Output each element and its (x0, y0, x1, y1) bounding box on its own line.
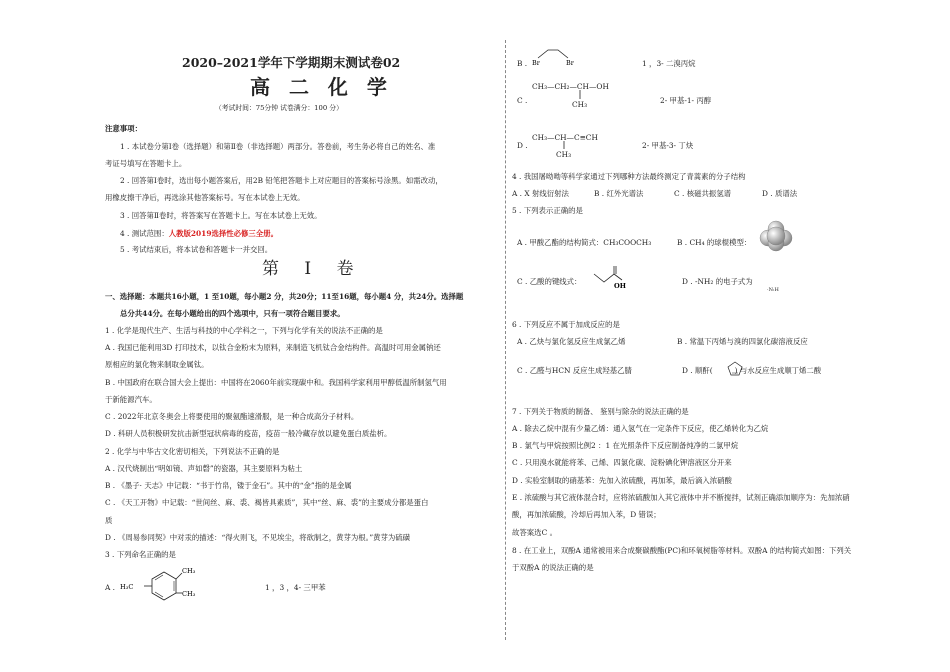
q5-option-c: C . 乙酸的键线式： (517, 277, 582, 286)
question-line: 2 . 化学与中华古文化密切相关，下列说法不正确的是 (105, 447, 280, 456)
note-line-3: 2 . 回答第Ⅰ卷时，选出每小题答案后，用2B 铅笔把答题卡上对应题目的答案标号涂黑。如需改动， (120, 176, 443, 185)
q3-option-a-label: A . (105, 583, 116, 592)
subject-title: 高 二 化 学 (250, 75, 393, 99)
note-line-4: 用橡皮擦干净后，再选涂其他答案标号。写在本试卷上无效。 (105, 193, 305, 202)
q6-option-c: C . 乙醛与HCN 反应生成羟基乙腈 (517, 366, 632, 375)
q7-stem: 7 . 下列关于物质的制备、 鉴别与除杂的说法正确的是 (512, 407, 689, 416)
q8-line: 8 . 在工业上，双酚A 通常被用来合成聚碳酸酯(PC)和环氧树脂等材料。双酚A 的结构简式如图：下列关 (512, 546, 852, 555)
q7-line: D . 实验室制取的硝基苯：先加入浓硫酸，再加苯，最后滴入浓硝酸 (512, 476, 732, 485)
note-scope-prefix: 4 . 测试范围： (120, 229, 169, 238)
question-line: B . 中国政府在联合国大会上提出：中国将在2060年前实现碳中和。我国科学家利用甲醇低温所制氢气用 (105, 378, 447, 387)
nh2-electron-formula: ·N:H (767, 287, 779, 293)
struct-br-right: Br (566, 59, 574, 67)
question-line: 于新能源汽车。 (105, 395, 157, 404)
q7-line: 酸，再加浓硫酸，冷却后再加入苯，D 错误； (512, 510, 661, 519)
question-line: C . 2022年北京冬奥会上将要使用的聚氨酯速滑服，是一种合成高分子材料。 (105, 412, 359, 421)
struct-br-left: Br (532, 59, 540, 67)
q3-c-sub: CH₃ (572, 100, 588, 109)
q3-option-c-label: C . (517, 96, 528, 105)
acetic-acid-skeletal (592, 262, 642, 294)
q6-stem: 6 . 下列反应不属于加成反应的是 (512, 320, 620, 329)
question-line: A . 我国已能利用3D 打印技术，以钛合金粉末为原料，来制造飞机钛合金结构件。高温时可用金属钠还 (105, 343, 441, 352)
question-line: D . 科研人员积极研发抗击新型冠状病毒的疫苗，疫苗一般冷藏存放以避免蛋白质盐析。 (105, 429, 392, 438)
q3-option-b-label: B . (517, 59, 528, 68)
note-line-2: 考证号填写在答题卡上。 (105, 159, 187, 168)
column-divider (505, 40, 506, 640)
methane-ball-model (756, 220, 796, 252)
q4-stem: 4 . 我国屠呦呦等科学家通过下列哪种方法最终测定了青蒿素的分子结构 (512, 172, 746, 181)
q3-c-chain: CH₃—CH₂—CH—OH (532, 82, 609, 91)
q6-option-a: A . 乙炔与氯化氢反应生成氯乙烯 (517, 337, 626, 346)
exam-info: （考试时间：75分钟 试卷满分：100 分） (215, 104, 343, 112)
q5-option-b: B . CH₄ 的球棍模型： (677, 238, 752, 247)
q3-option-d-label: D . (517, 141, 528, 150)
section-intro-line-1: 一、选择题：本题共16小题，1 至10题，每小题2 分，共20分；11至16题，每小题4 分，共24分。选择题 (105, 292, 464, 301)
maleic-anhydride-structure (724, 358, 746, 380)
question-line: 质 (105, 516, 113, 525)
q6-option-d (682, 366, 821, 375)
q3-d-chain: CH₃—CH—C≡CH (532, 133, 598, 142)
question-line: 原相应的氯化物来制取金属钛。 (105, 360, 209, 369)
q5-option-a: A . 甲酸乙酯的结构简式：CH₃COOCH₃ (517, 238, 652, 247)
q3-d-sub: CH₃ (556, 150, 572, 159)
q6-option-b: B . 常温下丙烯与溴的四氯化碳溶液反应 (677, 337, 808, 346)
question-line: B . 《墨子· 天志》中记载：“书于竹帛，镂于金石”。其中的“金”指的是金属 (105, 481, 352, 490)
exam-title: 2020–2021学年下学期期末测试卷02 (182, 55, 401, 70)
note-scope-highlight: 人教版2019选择性必修三全册。 (168, 229, 278, 238)
q7-line: C . 只用溴水就能将苯、己烯、四氯化碳、淀粉碘化钾溶液区分开来 (512, 458, 732, 467)
q3-c-bond (576, 90, 586, 100)
notes-heading: 注意事项： (105, 124, 142, 133)
q4-option-c: C . 核磁共振氢谱 (674, 189, 732, 198)
q4-option-a: A . X 射线衍射法 (512, 189, 569, 198)
q3-option-b-name: 1 ，3- 二溴丙烷 (642, 59, 696, 68)
q6-d-prefix: D . 顺酐( (682, 366, 713, 375)
q6-d-suffix: ) 与水反应生成顺丁烯二酸 (734, 366, 822, 375)
q7-line: 故答案选C 。 (512, 528, 557, 537)
section-title: 第 Ⅰ 卷 (262, 259, 364, 279)
note-line-5: 3 . 回答第Ⅱ卷时，将答案写在答题卡上。写在本试卷上无效。 (120, 211, 322, 220)
q3-option-d-name: 2- 甲基-3- 丁炔 (642, 141, 694, 150)
struct-h3c-left: H₃C (120, 583, 134, 591)
question-line: D . 《周易参同契》中对汞的描述：“得火则飞，不见埃尘，将欲制之，黄芽为根。”黄芽为硫磺 (105, 533, 411, 542)
q5-stem: 5 . 下列表示正确的是 (512, 206, 583, 215)
q7-line: A . 除去乙烷中混有少量乙烯：通入氢气在一定条件下反应，使乙烯转化为乙烷 (512, 424, 769, 433)
trimethylbenzene-structure (116, 562, 206, 602)
q8-line: 于双酚A 的说法正确的是 (512, 563, 594, 572)
q4-option-d: D . 质谱法 (762, 189, 798, 198)
q3-option-a-name: 1 ，3 ，4- 三甲苯 (265, 583, 326, 592)
q4-option-b: B . 红外光谱法 (594, 189, 644, 198)
section-intro-line-2: 总分共44分。在每小题给出的四个选项中，只有一项符合题目要求。 (120, 309, 345, 318)
q7-line: B . 氯气与甲烷按照比例2 ：1 在光照条件下反应制备纯净的二氯甲烷 (512, 441, 739, 450)
q3-option-c-name: 2- 甲基-1- 丙醇 (660, 96, 712, 105)
question-line: A . 汉代烧制出“明如镜、声如磬”的瓷器，其主要原料为粘土 (105, 464, 303, 473)
question-line: 1 . 化学是现代生产、生活与科技的中心学科之一，下列与化学有关的说法不正确的是 (105, 326, 383, 335)
question-line: C . 《天工开物》中记载：“世间丝、麻、裘、褐皆具素质”，其中“丝、麻、裘”的主要成分都是蛋白 (105, 498, 429, 507)
q7-line: E . 浓硫酸与其它液体混合时，应将浓硫酸加入其它液体中并不断搅拌，试剂正确添加顺序为：先加浓硝 (512, 493, 850, 502)
struct-ch3-right: CH₃ (182, 590, 196, 598)
struct-ch3-top: CH₃ (182, 567, 196, 575)
acetic-oh-label: OH (614, 282, 626, 290)
question-line: 3 . 下列命名正确的是 (105, 550, 176, 559)
note-line-6 (120, 229, 278, 238)
q5-option-d: D . -NH₂ 的电子式为 (682, 277, 753, 286)
dibromopropane-structure (528, 44, 588, 68)
note-line-7: 5 . 考试结束后，将本试卷和答题卡一并交回。 (120, 245, 273, 254)
note-line-1: 1 . 本试卷分第Ⅰ卷（选择题）和第Ⅱ卷（非选择题）两部分。答卷前，考生务必将自己的姓名、准 (120, 142, 436, 151)
